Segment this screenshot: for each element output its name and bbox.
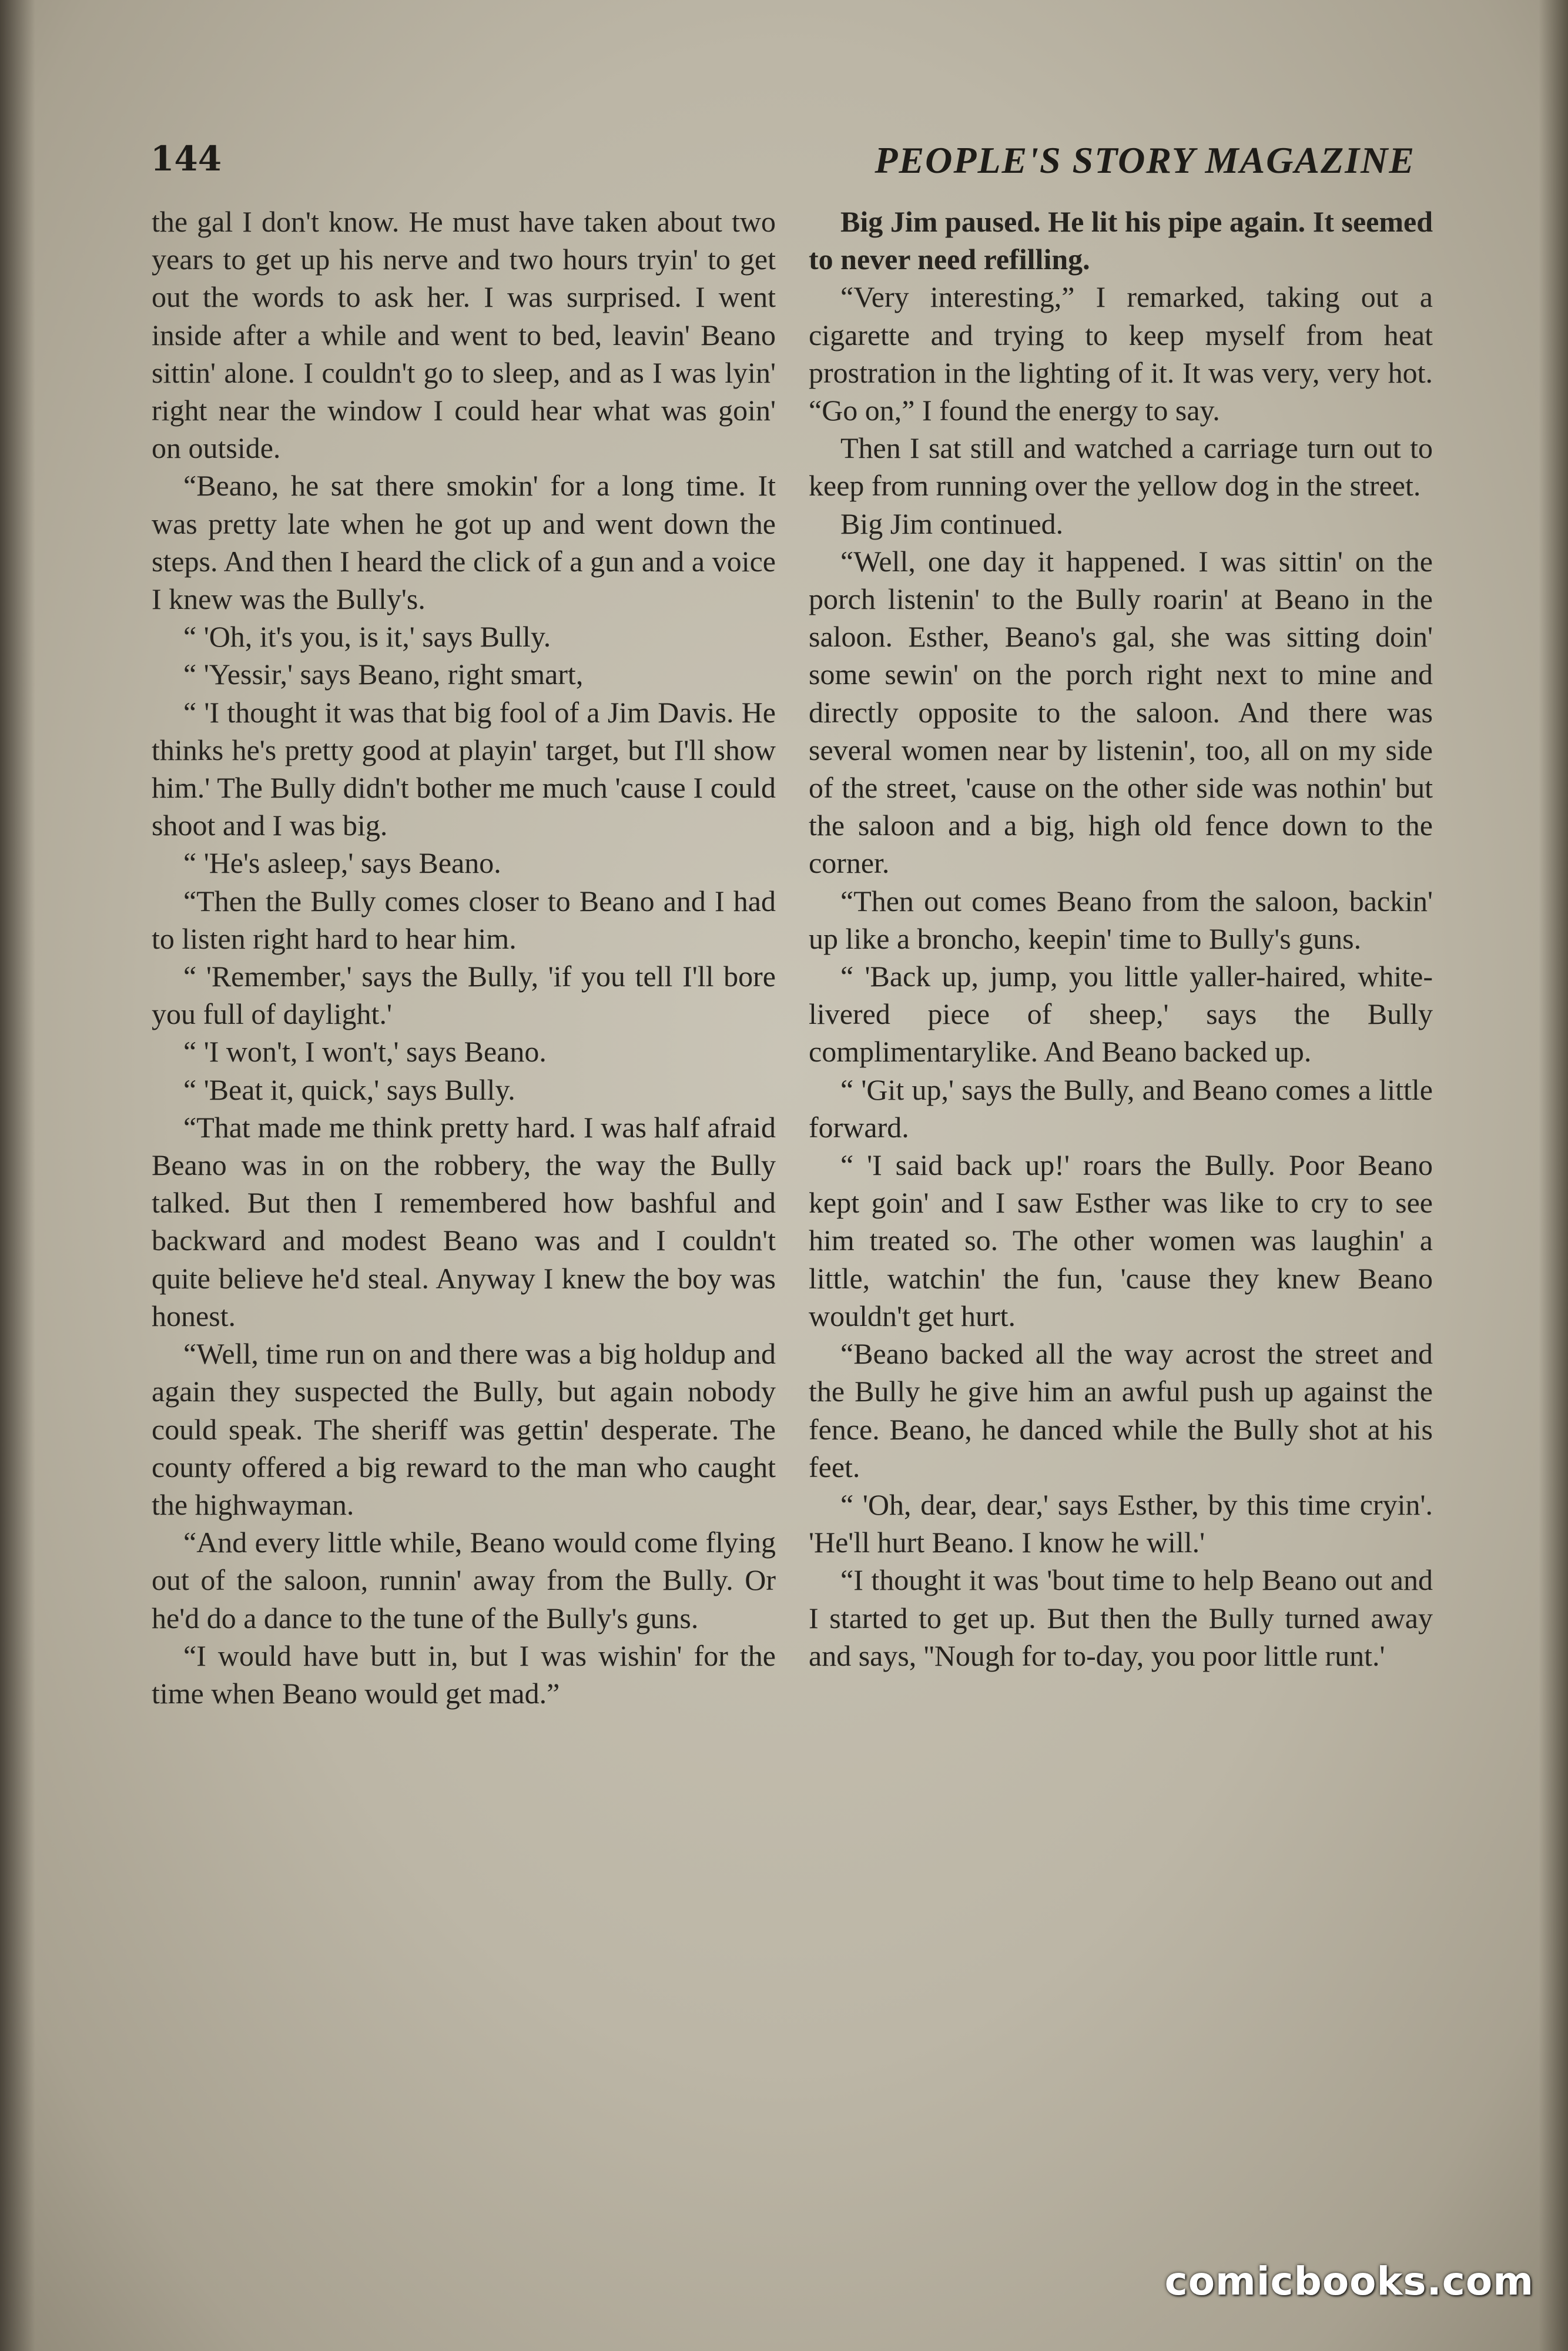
paragraph: “And every little while, Beano would come flying out of the saloon, runnin' away from the Bully. Or he'd do a dance to the tune of the Bully's guns. [152,1526,776,1635]
watermark: comicbooks.com [1164,2259,1534,2304]
paragraph: “Very interesting,” I remarked, taking out a cigarette and trying to keep myself from heat prostration in the lighting of it. It was very, very hot. “Go on,” I found the energy to say. [809,280,1433,427]
paragraph: “I would have butt in, but I was wishin' for the time when Beano would get mad.” [152,1639,776,1710]
paragraph: Big Jim paused. He lit his pipe again. It seemed to never need refilling. [809,205,1433,276]
paragraph: “ 'Beat it, quick,' says Bully. [183,1073,515,1106]
paragraph: “ 'I thought it was that big fool of a Jim Davis. He thinks he's pretty good at playin' target, but I'll show him.' The Bully didn't bother me much 'cause I could shoot and I was big. [152,695,776,842]
paragraph: “ 'Remember,' says the Bully, 'if you tell I'll bore you full of daylight.' [152,960,776,1031]
paragraph: “ 'Oh, dear, dear,' says Esther, by this time cryin'. 'He'll hurt Beano. I know he will.' [809,1488,1433,1559]
paragraph: “I thought it was 'bout time to help Beano out and I started to get up. But then the Bully turned away and says, ''Nough for to-day, you poor little runt.' [809,1563,1433,1672]
paragraph: Then I sat still and watched a carriage turn out to keep from running over the yellow dog in the street. [809,431,1433,503]
paragraph: “Then out comes Beano from the saloon, backin' up like a broncho, keepin' time to Bully's guns. [809,884,1433,955]
paragraph: “Beano backed all the way acrost the street and the Bully he give him an awful push up against the fence. Beano, he danced while the Bully shot at his feet. [809,1337,1433,1483]
paragraph: “That made me think pretty hard. I was half afraid Beano was in on the robbery, the way the Bully talked. But then I remembered how bashful and backward and modest Beano was and I couldn't quite believe he'd steal. Anyway I knew the boy was honest. [152,1110,776,1332]
paragraph: “ 'I said back up!' roars the Bully. Poor Beano kept goin' and I saw Esther was like to cry to see him treated so. The other women was laughin' a little, watchin' the fun, 'cause they knew Beano wouldn't get hurt. [809,1148,1433,1332]
paragraph: “ 'I won't, I won't,' says Beano. [183,1035,547,1069]
paragraph: “ 'Git up,' says the Bully, and Beano comes a little forward. [809,1073,1433,1144]
text-column-left [152,203,776,2107]
paragraph: “Well, one day it happened. I was sittin' on the porch listenin' to the Bully roarin' at Beano in the saloon. Esther, Beano's gal, she was sitting doin' some sewin' on the porch right next to mine and directly opposite to the saloon. And there was several women near by listenin', too, all on my side of the street, 'cause on the other side was nothin' but the saloon and a big, high old fence down to the corner. [809,544,1433,880]
page-shadow-left [0,0,35,2351]
paragraph: “ 'Oh, it's you, is it,' says Bully. [183,620,551,654]
paragraph: “Then the Bully comes closer to Beano and I had to listen right hard to hear him. [152,884,776,955]
paragraph: the gal I don't know. He must have taken about two years to get up his nerve and two hours tryin' to get out the words to ask her. I was surprised. I went inside after a while and went to bed, leavin' Beano sittin' alone. I couldn't go to sleep, and as I was lyin' right near the window I could hear what was goin' on outside. [152,205,776,465]
text-column-right [809,203,1433,2107]
paragraph: “ 'Yessir,' says Beano, right smart, [183,658,584,691]
paragraph: “Beano, he sat there smokin' for a long time. It was pretty late when he got up and went down the steps. And then I heard the click of a gun and a voice I knew was the Bully's. [152,469,776,616]
page-shadow-right [1539,0,1568,2351]
paragraph: Big Jim continued. [840,507,1064,540]
paragraph: “ 'Back up, jump, you little yaller-haired, white-livered piece of sheep,' says the Bully complimentarylike. And Beano backed up. [809,960,1433,1069]
paragraph: “Well, time run on and there was a big holdup and again they suspected the Bully, but again nobody could speak. The sheriff was gettin' desperate. The county offered a big reward to the man who caught the highwayman. [152,1337,776,1521]
paragraph: “ 'He's asleep,' says Beano. [183,846,501,880]
running-head: PEOPLE'S STORY MAGAZINE [875,139,1415,181]
page-number: 144 [150,139,222,179]
